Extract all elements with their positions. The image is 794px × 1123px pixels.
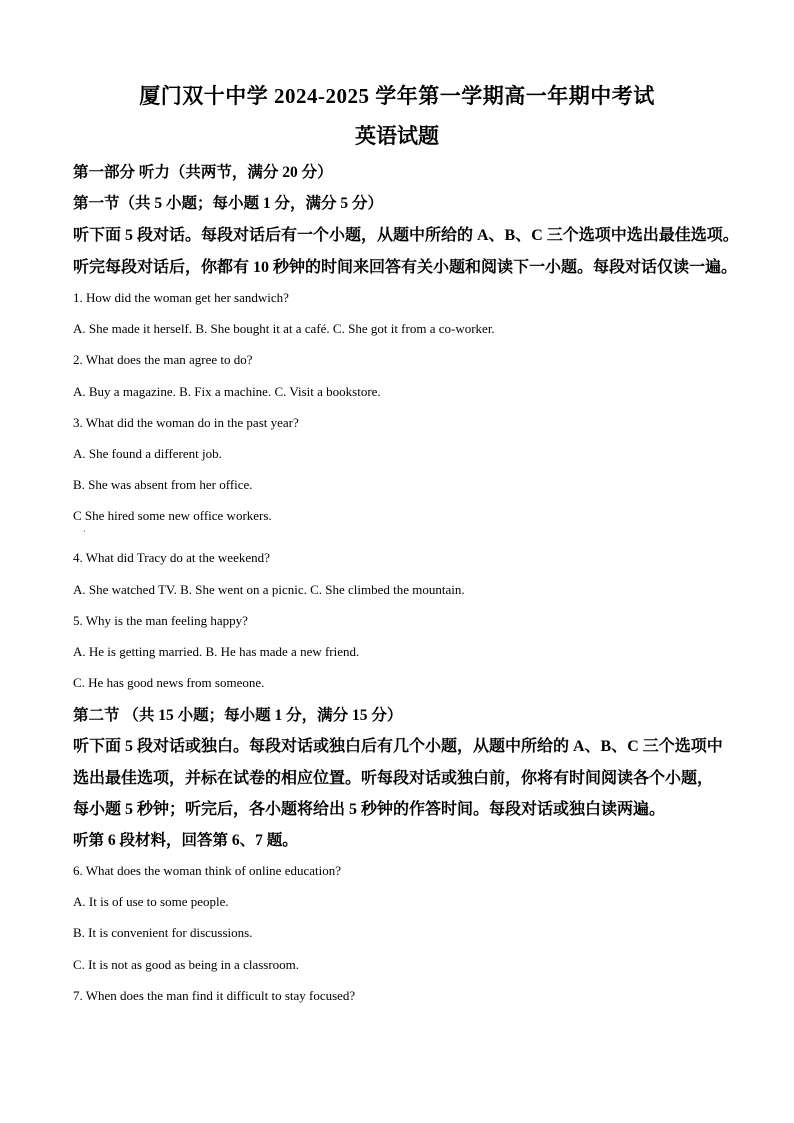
- part1-heading: 第一部分 听力（共两节，满分 20 分）: [73, 164, 333, 181]
- question-5: 5. Why is the man feeling happy?: [73, 613, 248, 628]
- question-5-option-c: C. He has good news from someone.: [73, 675, 265, 690]
- question-2-options: A. Buy a magazine. B. Fix a machine. C. Visit a bookstore.: [73, 384, 381, 399]
- question-1: 1. How did the woman get her sandwich?: [73, 290, 289, 305]
- question-1-options: A. She made it herself. B. She bought it at a café. C. She got it from a co-worker.: [73, 321, 495, 336]
- material-6-heading: 听第 6 段材料，回答第 6、7 题。: [73, 832, 298, 849]
- section1-heading: 第一节（共 5 小题；每小题 1 分，满分 5 分）: [73, 195, 384, 212]
- section2-heading: 第二节 （共 15 小题；每小题 1 分，满分 15 分）: [73, 707, 403, 724]
- question-6: 6. What does the woman think of online education?: [73, 863, 341, 878]
- stray-dot: ·: [83, 527, 86, 536]
- exam-subtitle: 英语试题: [355, 124, 439, 148]
- question-3: 3. What did the woman do in the past year?: [73, 415, 299, 430]
- section2-instruction-2: 选出最佳选项，并标在试卷的相应位置。听每段对话或独白前，你将有时间阅读各个小题，: [73, 770, 714, 787]
- question-4-options: A. She watched TV. B. She went on a picnic. C. She climbed the mountain.: [73, 582, 465, 597]
- question-3-option-a: A. She found a different job.: [73, 446, 222, 461]
- question-6-option-a: A. It is of use to some people.: [73, 894, 229, 909]
- question-5-options-ab: A. He is getting married. B. He has made a new friend.: [73, 644, 360, 659]
- question-4: 4. What did Tracy do at the weekend?: [73, 550, 270, 565]
- question-3-option-b: B. She was absent from her office.: [73, 477, 253, 492]
- question-3-option-c: C She hired some new office workers.: [73, 508, 272, 523]
- question-6-option-b: B. It is convenient for discussions.: [73, 925, 253, 940]
- exam-title: 厦门双十中学 2024-2025 学年第一学期高一年期中考试: [139, 84, 655, 108]
- section1-instruction-2: 听完每段对话后，你都有 10 秒钟的时间来回答有关小题和阅读下一小题。每段对话仅读一遍。: [73, 259, 738, 276]
- section1-instruction-1: 听下面 5 段对话。每段对话后有一个小题，从题中所给的 A、B、C 三个选项中选出最佳选项。: [73, 227, 739, 244]
- question-6-option-c: C. It is not as good as being in a classroom.: [73, 957, 300, 972]
- section2-instruction-3: 每小题 5 秒钟；听完后，各小题将给出 5 秒钟的作答时间。每段对话或独白读两遍。: [73, 801, 666, 818]
- section2-instruction-1: 听下面 5 段对话或独白。每段对话或独白后有几个小题，从题中所给的 A、B、C 三个选项中: [73, 738, 723, 755]
- question-2: 2. What does the man agree to do?: [73, 352, 253, 367]
- question-7: 7. When does the man find it difficult to stay focused?: [73, 988, 356, 1003]
